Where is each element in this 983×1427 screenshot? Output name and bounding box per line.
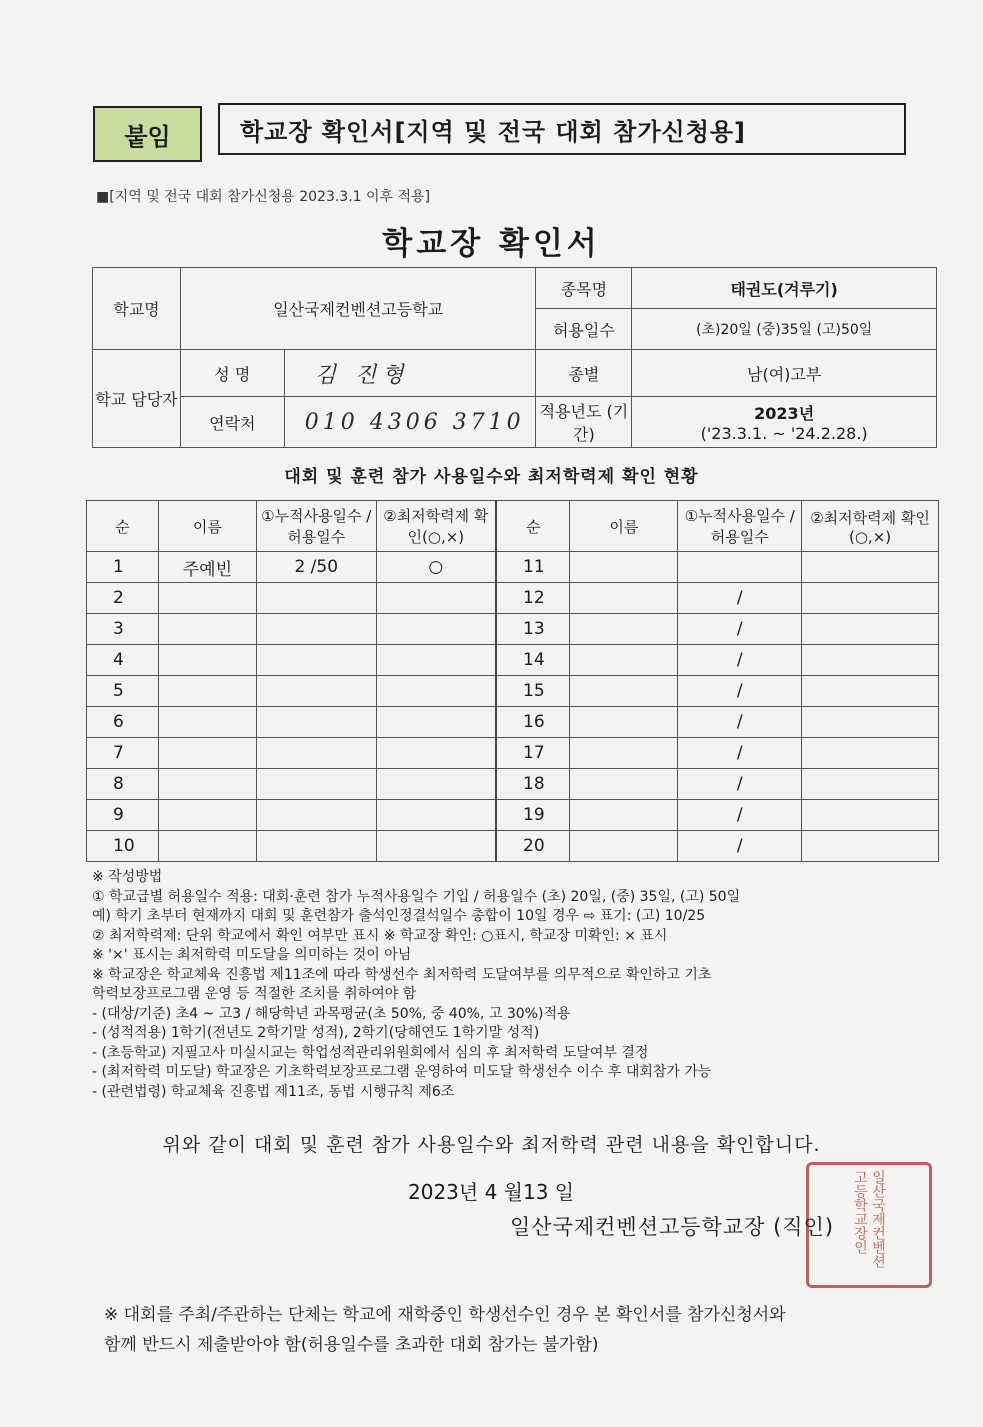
cell-check [376, 738, 496, 769]
cell-check [802, 583, 939, 614]
cell-no: 10 [87, 831, 159, 862]
cell-name [570, 738, 678, 769]
cell-check [376, 707, 496, 738]
cell-name [570, 552, 678, 583]
year-cell [632, 397, 937, 448]
instruction-line: - (성적적용) 1학기(전년도 2학기말 성적), 2학기(당해연도 1학기말 성적) [92, 1025, 540, 1041]
cell-check [376, 583, 496, 614]
footer-line: 함께 반드시 제출받아야 함(허용일수를 초과한 대회 참가는 불가함) [104, 1335, 599, 1355]
cell-no: 9 [87, 800, 159, 831]
allowed-days-label: 허용일수 [536, 309, 632, 350]
cell-days [256, 769, 376, 800]
cell-name [158, 738, 256, 769]
cell-no: 19 [496, 800, 570, 831]
cell-check [802, 676, 939, 707]
applicability-note: ■[지역 및 전국 대회 참가신청용 2023.3.1 이후 적용] [96, 189, 431, 205]
cell-name [158, 583, 256, 614]
cell-no: 7 [87, 738, 159, 769]
issue-date: 2023년 4 월13 일 [408, 1180, 575, 1204]
header-name: 이름 [570, 501, 678, 552]
table-row [87, 676, 939, 707]
instruction-line: ※ 학교장은 학교체육 진흥법 제11조에 따라 학생선수 최저학력 도달여부를 의무적으로 확인하고 기초 [92, 966, 712, 983]
cell-no: 13 [496, 614, 570, 645]
name-label: 성 명 [180, 350, 284, 397]
table-row [87, 707, 939, 738]
instruction-line: 학력보장프로그램 운영 등 적절한 조치를 취하여야 함 [92, 986, 417, 1002]
cell-name [570, 831, 678, 862]
cell-check [802, 707, 939, 738]
instruction-line: ※ 작성방법 [92, 869, 163, 885]
cell-days: / [678, 769, 802, 800]
cell-no: 14 [496, 645, 570, 676]
cell-days: / [678, 645, 802, 676]
cell-check [376, 831, 496, 862]
cell-check [376, 676, 496, 707]
cell-name [158, 645, 256, 676]
instruction-line: - (대상/기준) 초4 ~ 고3 / 해당학년 과목평균(초 50%, 중 40%, 고 30%)적용 [92, 1005, 571, 1022]
cell-days [256, 831, 376, 862]
document-title: 학교장 확인서 [382, 226, 601, 262]
header-no: 순 [496, 501, 570, 552]
cell-name [158, 707, 256, 738]
cell-no: 3 [87, 614, 159, 645]
cell-check [376, 769, 496, 800]
cell-no: 18 [496, 769, 570, 800]
allowed-days-value: (초)20일 (중)35일 (고)50일 [632, 309, 937, 350]
sport-value: 태권도(겨루기) [632, 268, 937, 309]
cell-check [802, 645, 939, 676]
table-row [87, 738, 939, 769]
principal-signature: 일산국제컨벤션고등학교장 (직인) [510, 1215, 835, 1239]
header-check: ②최저학력제 확인(○,×) [802, 501, 939, 552]
section-title: 대회 및 훈련 참가 사용일수와 최저학력제 확인 현황 [284, 467, 699, 487]
header-no: 순 [87, 501, 159, 552]
cell-no: 4 [87, 645, 159, 676]
instruction-line: ① 학교급별 허용일수 적용: 대회·훈련 참가 누적사용일수 기입 / 허용일수 (초) 20일, (중) 35일, (고) 50일 [92, 888, 741, 905]
cell-check: ○ [376, 552, 496, 583]
cell-no: 12 [496, 583, 570, 614]
cell-name: 주예빈 [158, 552, 256, 583]
cell-no: 16 [496, 707, 570, 738]
cell-days [256, 614, 376, 645]
attachment-title: 학교장 확인서[지역 및 전국 대회 참가신청용] [218, 103, 906, 155]
official-seal: 일산국제컨벤션고등학교장인 [806, 1162, 932, 1288]
cell-no: 2 [87, 583, 159, 614]
attachment-label: 붙임 [93, 106, 202, 162]
table-row [87, 645, 939, 676]
category-label: 종별 [536, 350, 632, 397]
contact-phone: 010 4306 3710 [284, 397, 536, 448]
cell-no: 8 [87, 769, 159, 800]
cell-days [256, 738, 376, 769]
instruction-line: ※ '×' 표시는 최저학력 미도달을 의미하는 것이 아님 [92, 947, 412, 963]
cell-name [570, 676, 678, 707]
participation-table [86, 500, 939, 862]
footer-note [104, 1300, 786, 1360]
cell-days: / [678, 707, 802, 738]
cell-name [158, 769, 256, 800]
cell-name [158, 831, 256, 862]
cell-days [678, 552, 802, 583]
cell-check [376, 645, 496, 676]
confirmation-statement: 위와 같이 대회 및 훈련 참가 사용일수와 최저학력 관련 내용을 확인합니다. [162, 1134, 821, 1156]
cell-check [802, 614, 939, 645]
year-label: 적용년도 (기간) [536, 397, 632, 448]
phone-label: 연락처 [180, 397, 284, 448]
header-check: ②최저학력제 확인(○,×) [376, 501, 496, 552]
cell-days [256, 676, 376, 707]
cell-days [256, 583, 376, 614]
cell-check [802, 800, 939, 831]
cell-name [570, 583, 678, 614]
cell-check [802, 831, 939, 862]
cell-no: 5 [87, 676, 159, 707]
cell-check [802, 769, 939, 800]
cell-days: 2 /50 [256, 552, 376, 583]
school-name-label: 학교명 [93, 268, 181, 350]
cell-name [570, 800, 678, 831]
cell-name [570, 769, 678, 800]
header-days: ①누적사용일수 /허용일수 [256, 501, 376, 552]
header-name: 이름 [158, 501, 256, 552]
table-row [87, 831, 939, 862]
header-days: ①누적사용일수 /허용일수 [678, 501, 802, 552]
cell-days: / [678, 831, 802, 862]
info-table [92, 267, 937, 448]
cell-no: 15 [496, 676, 570, 707]
cell-check [802, 738, 939, 769]
cell-days: / [678, 676, 802, 707]
school-name: 일산국제컨벤션고등학교 [180, 268, 536, 350]
cell-name [158, 676, 256, 707]
contact-name: 김 진형 [284, 350, 536, 397]
instructions [92, 868, 942, 1102]
cell-days [256, 800, 376, 831]
cell-name [158, 614, 256, 645]
cell-no: 17 [496, 738, 570, 769]
cell-days: / [678, 583, 802, 614]
period-value: ('23.3.1. ~ '24.2.28.) [700, 424, 868, 443]
cell-name [158, 800, 256, 831]
cell-check [376, 614, 496, 645]
cell-days: / [678, 614, 802, 645]
instruction-line: - (관련법령) 학교체육 진흥법 제11조, 동법 시행규칙 제6조 [92, 1083, 455, 1100]
cell-name [570, 707, 678, 738]
cell-check [802, 552, 939, 583]
table-row [87, 769, 939, 800]
instruction-line: 예) 학기 초부터 현재까지 대회 및 훈련참가 출석인정결석일수 총합이 10일 경우 ⇨ 표기: (고) 10/25 [92, 908, 706, 924]
sport-label: 종목명 [536, 268, 632, 309]
footer-line: ※ 대회를 주최/주관하는 단체는 학교에 재학중인 학생선수인 경우 본 확인서를 참가신청서와 [104, 1305, 786, 1325]
instruction-line: - (초등학교) 지필고사 미실시교는 학업성적관리위원회에서 심의 후 최저학력 도달여부 결정 [92, 1044, 649, 1061]
cell-days: / [678, 738, 802, 769]
contact-label: 학교 담당자 [93, 350, 181, 448]
cell-check [376, 800, 496, 831]
cell-days [256, 707, 376, 738]
category-value: 남(여)고부 [632, 350, 937, 397]
cell-name [570, 614, 678, 645]
table-row [87, 800, 939, 831]
cell-days: / [678, 800, 802, 831]
cell-no: 20 [496, 831, 570, 862]
cell-days [256, 645, 376, 676]
cell-no: 6 [87, 707, 159, 738]
instruction-line: - (최저학력 미도달) 학교장은 기초학력보장프로그램 운영하여 미도달 학생선수 이수 후 대회참가 가능 [92, 1064, 712, 1080]
cell-no: 11 [496, 552, 570, 583]
table-row [87, 583, 939, 614]
table-row [87, 614, 939, 645]
instruction-line: ② 최저학력제: 단위 학교에서 확인 여부만 표시 ※ 학교장 확인: ○표시, 학교장 미확인: × 표시 [92, 927, 668, 944]
cell-name [570, 645, 678, 676]
cell-no: 1 [87, 552, 159, 583]
year-value: 2023년 [754, 404, 815, 423]
table-row [87, 552, 939, 583]
